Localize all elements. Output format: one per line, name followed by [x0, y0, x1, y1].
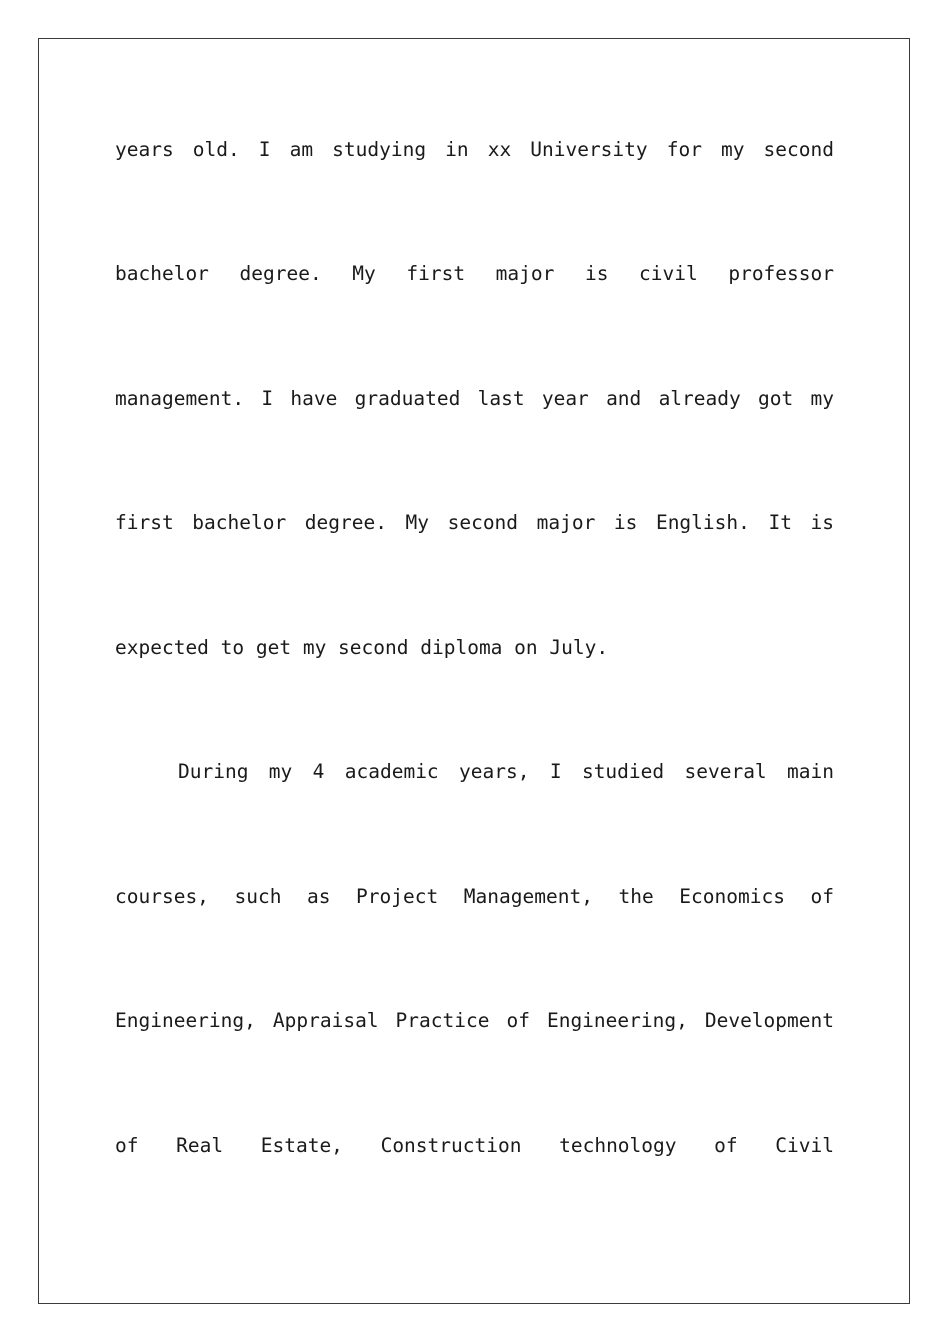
text-line-7: courses, such as Project Management, the Economics of [115, 885, 834, 908]
text-line-4: first bachelor degree. My second major is English. It is [115, 511, 834, 534]
text-line-8: Engineering, Appraisal Practice of Engineering, Development [115, 1009, 834, 1032]
text-line-9: of Real Estate, Construction technology of Civil [115, 1134, 834, 1157]
text-line-6-paragraph-start: During my 4 academic years, I studied several main [178, 760, 834, 783]
text-line-2: bachelor degree. My first major is civil professor [115, 262, 834, 285]
text-line-1: years old. I am studying in xx University for my second [115, 138, 834, 161]
page-border [38, 38, 910, 1304]
text-line-3: management. I have graduated last year and already got my [115, 387, 834, 410]
text-line-5: expected to get my second diploma on July. [115, 636, 609, 659]
